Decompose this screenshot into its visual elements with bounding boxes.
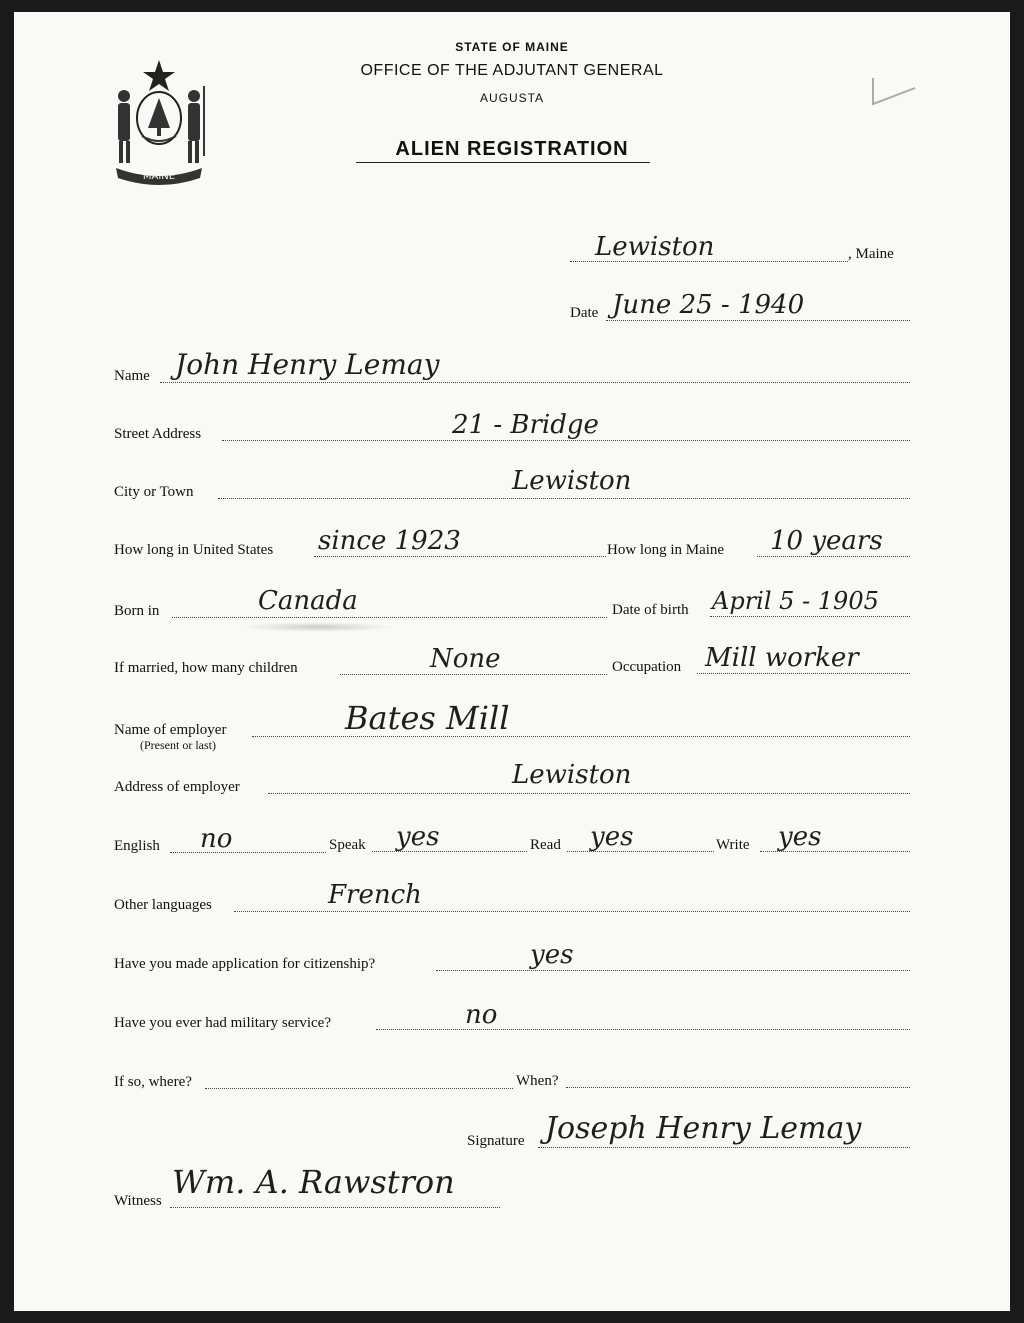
dob-entry[interactable]: April 5 - 1905 (712, 587, 879, 615)
signature-label: Signature (467, 1133, 525, 1149)
date-label: Date (570, 305, 599, 321)
how-long-us-entry[interactable]: since 1923 (318, 526, 461, 556)
maine-state-seal-icon (104, 56, 214, 186)
employer-address-label: Address of employer (114, 779, 240, 795)
born-in-line (172, 617, 607, 618)
children-line (340, 674, 607, 675)
dob-line (710, 616, 910, 617)
form-title: ALIEN REGISTRATION (395, 138, 629, 160)
header-office: OFFICE OF THE ADJUTANT GENERAL (360, 62, 664, 79)
city-line (218, 498, 910, 499)
english-entry[interactable]: no (200, 824, 233, 854)
military-entry[interactable]: no (465, 1000, 498, 1030)
how-long-maine-label: How long in Maine (607, 542, 725, 558)
where-line (205, 1088, 513, 1089)
employer-sublabel: (Present or last) (140, 738, 216, 752)
speak-label: Speak (329, 837, 366, 853)
witness-line (170, 1207, 500, 1208)
street-entry[interactable]: 21 - Bridge (452, 410, 599, 440)
citizenship-line (436, 970, 910, 971)
header-city: AUGUSTA (479, 91, 545, 105)
name-line (160, 382, 910, 383)
employer-address-line (268, 793, 910, 794)
born-in-label: Born in (114, 603, 160, 619)
write-entry[interactable]: yes (778, 822, 822, 852)
write-label: Write (716, 837, 750, 853)
where-label: If so, where? (114, 1074, 192, 1090)
name-entry[interactable]: John Henry Lemay (175, 348, 440, 381)
date-line (606, 320, 910, 321)
occupation-line (697, 673, 910, 674)
place-entry[interactable]: Lewiston (595, 232, 715, 262)
signature-entry[interactable]: Joseph Henry Lemay (545, 1111, 862, 1146)
occupation-label: Occupation (612, 659, 682, 675)
citizenship-entry[interactable]: yes (530, 940, 574, 970)
place-suffix: , Maine (848, 246, 894, 262)
how-long-us-line (314, 556, 606, 557)
how-long-maine-entry[interactable]: 10 years (770, 526, 883, 556)
street-line (222, 440, 910, 441)
read-label: Read (530, 837, 561, 853)
read-entry[interactable]: yes (590, 822, 634, 852)
occupation-entry[interactable]: Mill worker (705, 643, 859, 673)
name-label: Name (114, 368, 150, 384)
children-entry[interactable]: None (430, 644, 501, 674)
city-label: City or Town (114, 484, 194, 500)
children-label: If married, how many children (114, 660, 298, 676)
english-line (170, 852, 326, 853)
signature-line (538, 1147, 910, 1148)
witness-label: Witness (114, 1193, 162, 1209)
english-label: English (114, 838, 160, 854)
date-entry[interactable]: June 25 - 1940 (612, 290, 805, 320)
employer-entry[interactable]: Bates Mill (345, 699, 510, 737)
dob-label: Date of birth (612, 602, 689, 618)
other-languages-line (234, 911, 910, 912)
city-entry[interactable]: Lewiston (512, 466, 632, 496)
pencil-smudge (240, 622, 395, 632)
how-long-maine-line (757, 556, 910, 557)
military-label: Have you ever had military service? (114, 1015, 331, 1031)
citizenship-label: Have you made application for citizenship? (114, 956, 376, 972)
checkmark-icon (855, 68, 925, 118)
employer-label: Name of employer (114, 722, 227, 738)
speak-entry[interactable]: yes (396, 822, 440, 852)
witness-entry[interactable]: Wm. A. Rawstron (172, 1163, 455, 1201)
title-underline (356, 162, 650, 163)
street-label: Street Address (114, 426, 202, 442)
when-label: When? (516, 1073, 559, 1089)
employer-address-entry[interactable]: Lewiston (512, 760, 632, 790)
when-line (566, 1087, 910, 1088)
seal-text: MAINE (142, 171, 176, 182)
how-long-us-label: How long in United States (114, 542, 274, 558)
military-line (376, 1029, 910, 1030)
header-state: STATE OF MAINE (455, 40, 569, 54)
born-in-entry[interactable]: Canada (258, 586, 358, 616)
other-languages-entry[interactable]: French (328, 880, 422, 910)
other-languages-label: Other languages (114, 897, 212, 913)
